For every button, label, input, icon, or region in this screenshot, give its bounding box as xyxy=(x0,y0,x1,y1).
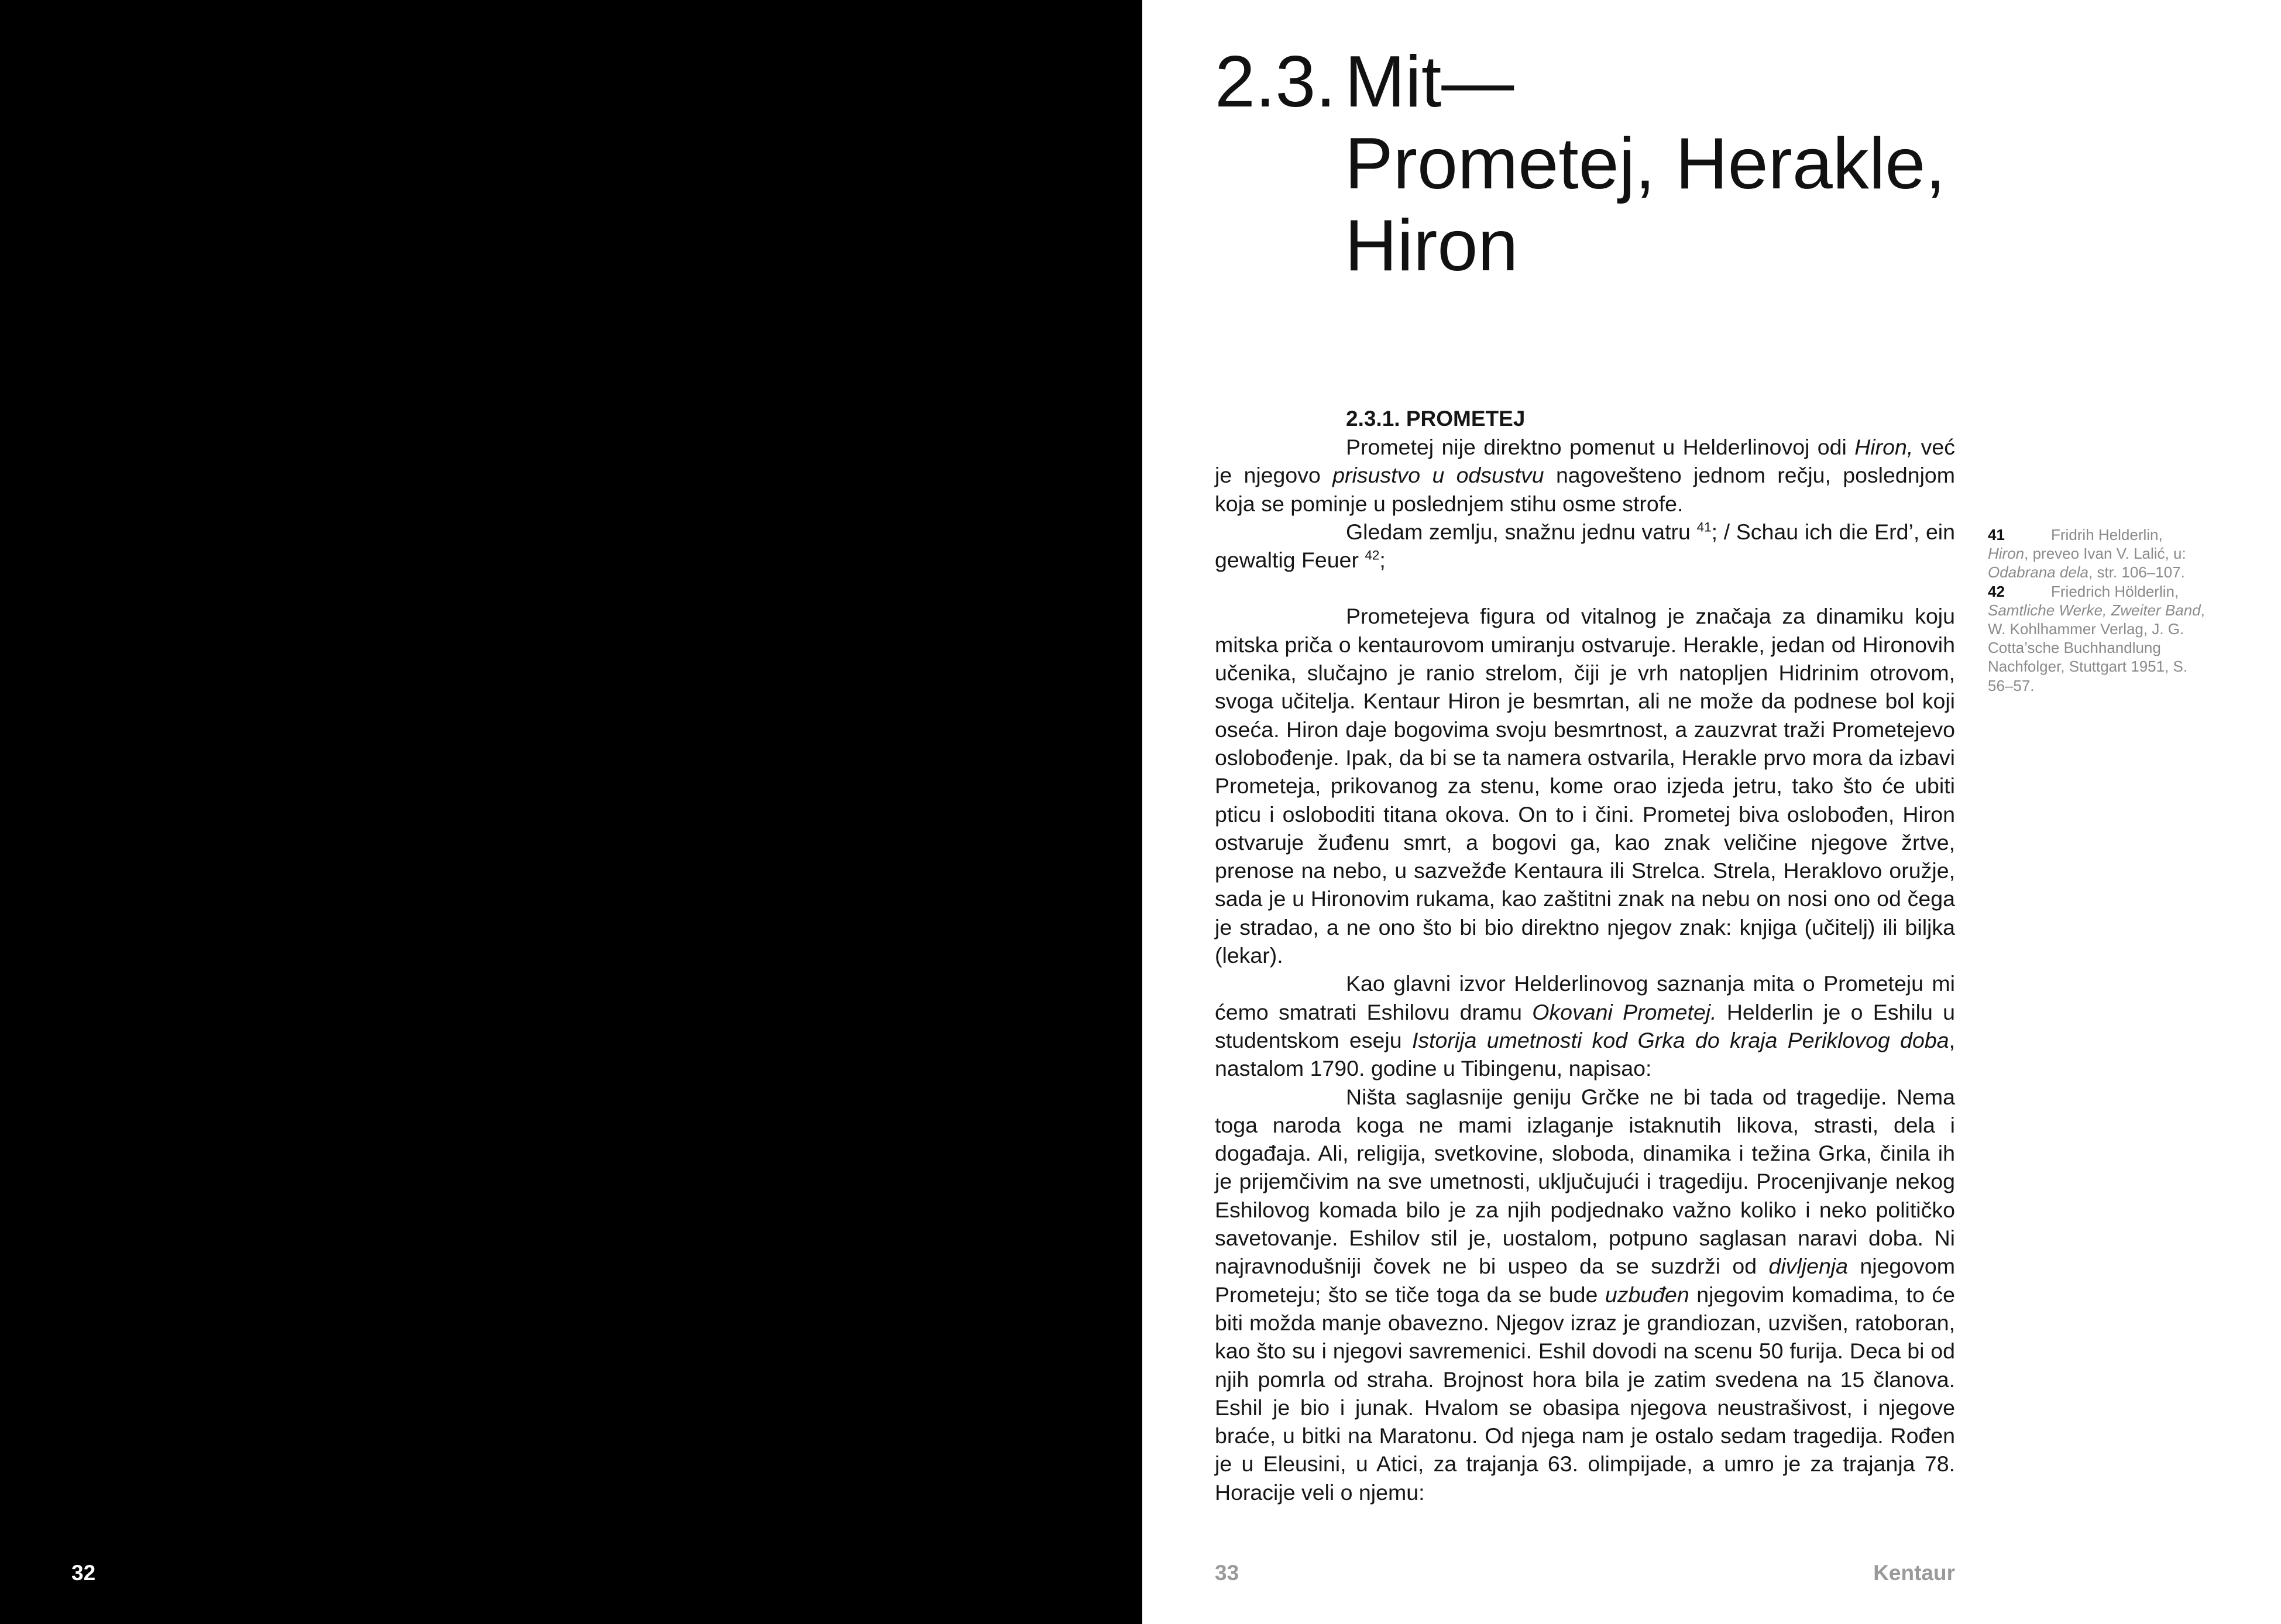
footnote-number: 42 xyxy=(1988,582,2005,600)
block-quote xyxy=(1215,1083,1955,1506)
chapter-number: 2.3. xyxy=(1215,42,1336,122)
quote-text-b: njegovom Prometeju; što se tiče toga da se bude xyxy=(1215,1254,1955,1307)
page-number-right: 33 xyxy=(1215,1561,1239,1585)
body-text xyxy=(1215,405,1955,1506)
footnote-41-text-b: , preveo Ivan V. Lalić, u: xyxy=(2024,545,2186,563)
p2-text-b: ; / Schau ich die Erd’, ein gewaltig Feuer xyxy=(1215,519,1955,573)
p1-italic-b: prisustvo u odsustvu xyxy=(1332,463,1544,488)
footnote-42-italic-a: Samtliche Werke, Zweiter Band xyxy=(1988,601,2201,619)
p2-text-a: Gledam zemlju, snažnu jednu vatru xyxy=(1346,519,1697,544)
footnote-41-italic-a: Hiron xyxy=(1988,545,2025,563)
p1-text-c: nagovešteno jednom rečju, poslednjom koja se pominje u poslednjem stihu osme strofe. xyxy=(1215,463,1956,516)
paragraph-gap xyxy=(1215,574,1955,602)
footnote-41 xyxy=(1988,525,2206,582)
quote-italic-a: divljenja xyxy=(1768,1254,1848,1279)
p4-text-b: Helderlin je o Eshilu u studentskom eseju xyxy=(1215,999,1955,1052)
footnote-41-text-a: Fridrih Helderlin, xyxy=(2051,526,2163,543)
p1-italic-a: Hiron, xyxy=(1854,435,1914,459)
footnote-number: 41 xyxy=(1988,526,2005,543)
footnote-42-text-b: , W. Kohlhammer Verlag, J. G. Cotta’sche Buchhandlung Nachfolger, Stuttgart 1951, S. 56–57. xyxy=(1988,601,2205,694)
p4-italic-a: Okovani Prometej. xyxy=(1532,999,1717,1024)
paragraph-1 xyxy=(1215,433,1955,518)
chapter-title-line-3: Hiron xyxy=(1345,205,1519,286)
p2-text-c: ; xyxy=(1379,548,1386,573)
footnote-42-text-a: Friedrich Hölderlin, xyxy=(2051,582,2179,600)
quote-text-c: njegovim komadima, to će biti možda manje obavezno. Njegov izraz je grandiozan, uzvišen, ratoboran, kao što su i njegovi savremenici. Eshil dovodi na scenu 50 furija. Deca bi od njih pomrla od straha. Brojnost hora bila je zatim svedena na 15 članova. Eshil je bio i junak. Hvalom se obasipa njegova neustrašivost, i njegove braće, u bitki na Maratonu. Od njega nam je ostalo sedam tragedija. Rođen je u Eleusini, u Atici, za trajanja 63. olimpijade, a umro je za trajanja 78. Horacije veli o njemu: xyxy=(1215,1282,1956,1505)
chapter-title-line-2: Prometej, Herakle, xyxy=(1345,123,1946,204)
p4-text-a: Kao glavni izvor Helderlinovog saznanja mita o Prometeju mi ćemo smatrati Eshilovu dramu xyxy=(1215,971,1955,1024)
p1-text-b: već je njegovo xyxy=(1215,435,1955,488)
paragraph-2 xyxy=(1215,518,1955,574)
p1-text-a: Prometej nije direktno pomenut u Helderlinovoj odi xyxy=(1346,435,1855,459)
page-number-left: 32 xyxy=(71,1561,96,1585)
footnote-ref-41[interactable]: 41 xyxy=(1696,519,1712,535)
p4-italic-b: Istorija umetnosti kod Grka do kraja Periklovog doba xyxy=(1411,1027,1949,1052)
footnotes xyxy=(1988,525,2206,695)
running-title: Kentaur xyxy=(1873,1561,1955,1585)
footnote-41-italic-b: Odabrana dela xyxy=(1988,563,2089,582)
paragraph-3: Prometejeva figura od vitalnog je značaja za dinamiku koju mitska priča o kentaurovom umiranju ostvaruje. Herakle, jedan od Hironovih učenika, slučajno je ranio strelom, čiji je vrh natopljen Hidrinim otrovom, svoga učitelja. Kentaur Hiron je besmrtan, ali ne može da podnese bol koji oseća. Hiron daje bogovima svoju besmrtnost, a zauzvrat traži Prometejevo oslobođenje. Ipak, da bi se ta namera ostvarila, Herakle prvo mora da izbavi Prometeja, prikovanog za stenu, kome orao izjeda jetru, tako što će ubiti pticu i osloboditi titana okova. On to i čini. Prometej biva oslobođen, Hiron ostvaruje žuđenu smrt, a bogovi ga, kao znak veličine njegove žrtve, prenose na nebo, u sazvežđe Kentaura ili Strelca. Strela, Heraklovo oružje, sada je u Hironovim rukama, kao zaštitni znak na nebu on nosi ono od čega je stradao, a ne ono što bi bio direktno njegov znak: knjiga (učitelj) ili biljka (lekar). xyxy=(1215,604,1955,968)
quote-text-a: Ništa saglasnije geniju Grčke ne bi tada od tragedije. Nema toga naroda koga ne mami izlaganje istaknutih likova, strasti, dela i događaja. Ali, religija, svetkovine, sloboda, dinamika i težina Grka, činila ih je prijemčivim na sve umetnosti, uključujući i tragediju. Procenjivanje nekog Eshilovog komada bilo je za njih podjednako važno koliko i neko političko savetovanje. Eshilov stil je, uostalom, potpuno saglasan naravi doba. Ni najravnodušniji čovek ne bi uspeo da se suzdrži od xyxy=(1215,1084,1955,1279)
section-subheading: 2.3.1. PROMETEJ xyxy=(1346,407,1526,431)
chapter-title xyxy=(1345,41,1946,287)
quote-italic-b: uzbuđen xyxy=(1605,1282,1689,1307)
paragraph-4 xyxy=(1215,969,1955,1082)
footnote-42 xyxy=(1988,582,2206,695)
footnote-ref-42[interactable]: 42 xyxy=(1365,548,1380,563)
p4-text-c: , nastalom 1790. godine u Tibingenu, napisao: xyxy=(1215,1027,1955,1081)
footnote-41-text-c: , str. 106–107. xyxy=(2088,563,2185,582)
chapter-title-line-1: Mit— xyxy=(1345,42,1514,122)
